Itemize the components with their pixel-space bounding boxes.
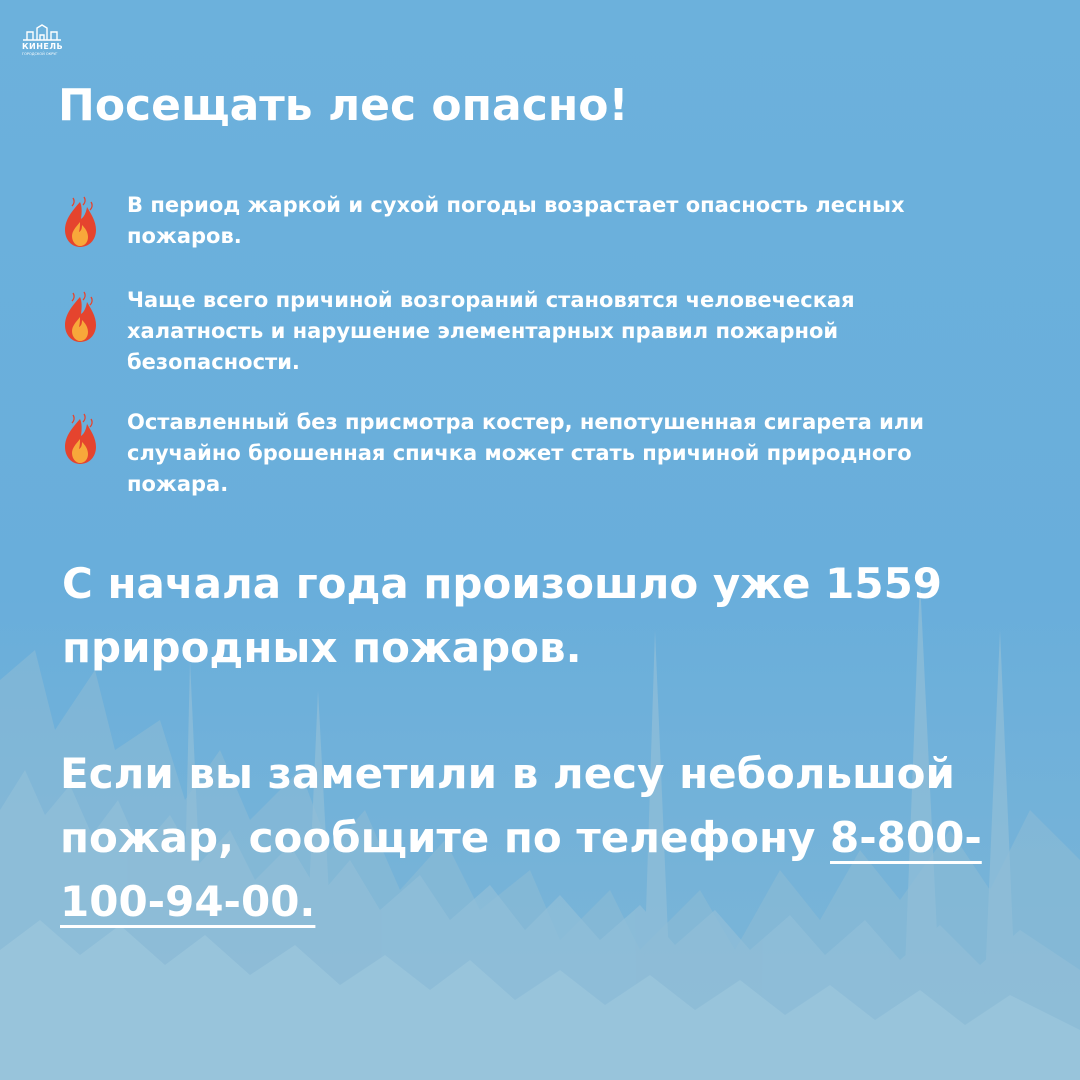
city-logo: [22, 24, 62, 58]
cta-text: Если вы заметили в лесу небольшой пожар, сообщите по телефону: [60, 749, 955, 862]
fact-text: В период жаркой и сухой погоды возрастает опасность лесных пожаров.: [127, 193, 905, 248]
page-title: Посещать лес опасно!: [58, 80, 629, 131]
fact-item: [60, 407, 940, 500]
fire-icon: [60, 291, 100, 343]
fire-statistic: С начала года произошло уже 1559 природных пожаров.: [62, 559, 943, 672]
fact-text: Оставленный без присмотра костер, непотушенная сигарета или случайно брошенная спичка может стать причиной природного пожара.: [127, 410, 924, 496]
fact-item: [60, 285, 940, 407]
fire-icon: [60, 413, 100, 465]
logo-subtitle: ГОРОДСКОЙ ОКРУГ: [22, 52, 58, 56]
fact-item: [60, 190, 940, 285]
fire-icon: [60, 196, 100, 248]
report-call-to-action: [60, 742, 1020, 934]
city-building-icon: [22, 24, 62, 42]
phone-link[interactable]: 8-800-100-94-00.: [60, 813, 982, 926]
logo-name: КИНЕЛЬ: [22, 42, 64, 51]
fire-facts-list: [60, 190, 940, 500]
fact-text: Чаще всего причиной возгораний становятся человеческая халатность и нарушение элементарных правил пожарной безопасности.: [127, 288, 855, 374]
